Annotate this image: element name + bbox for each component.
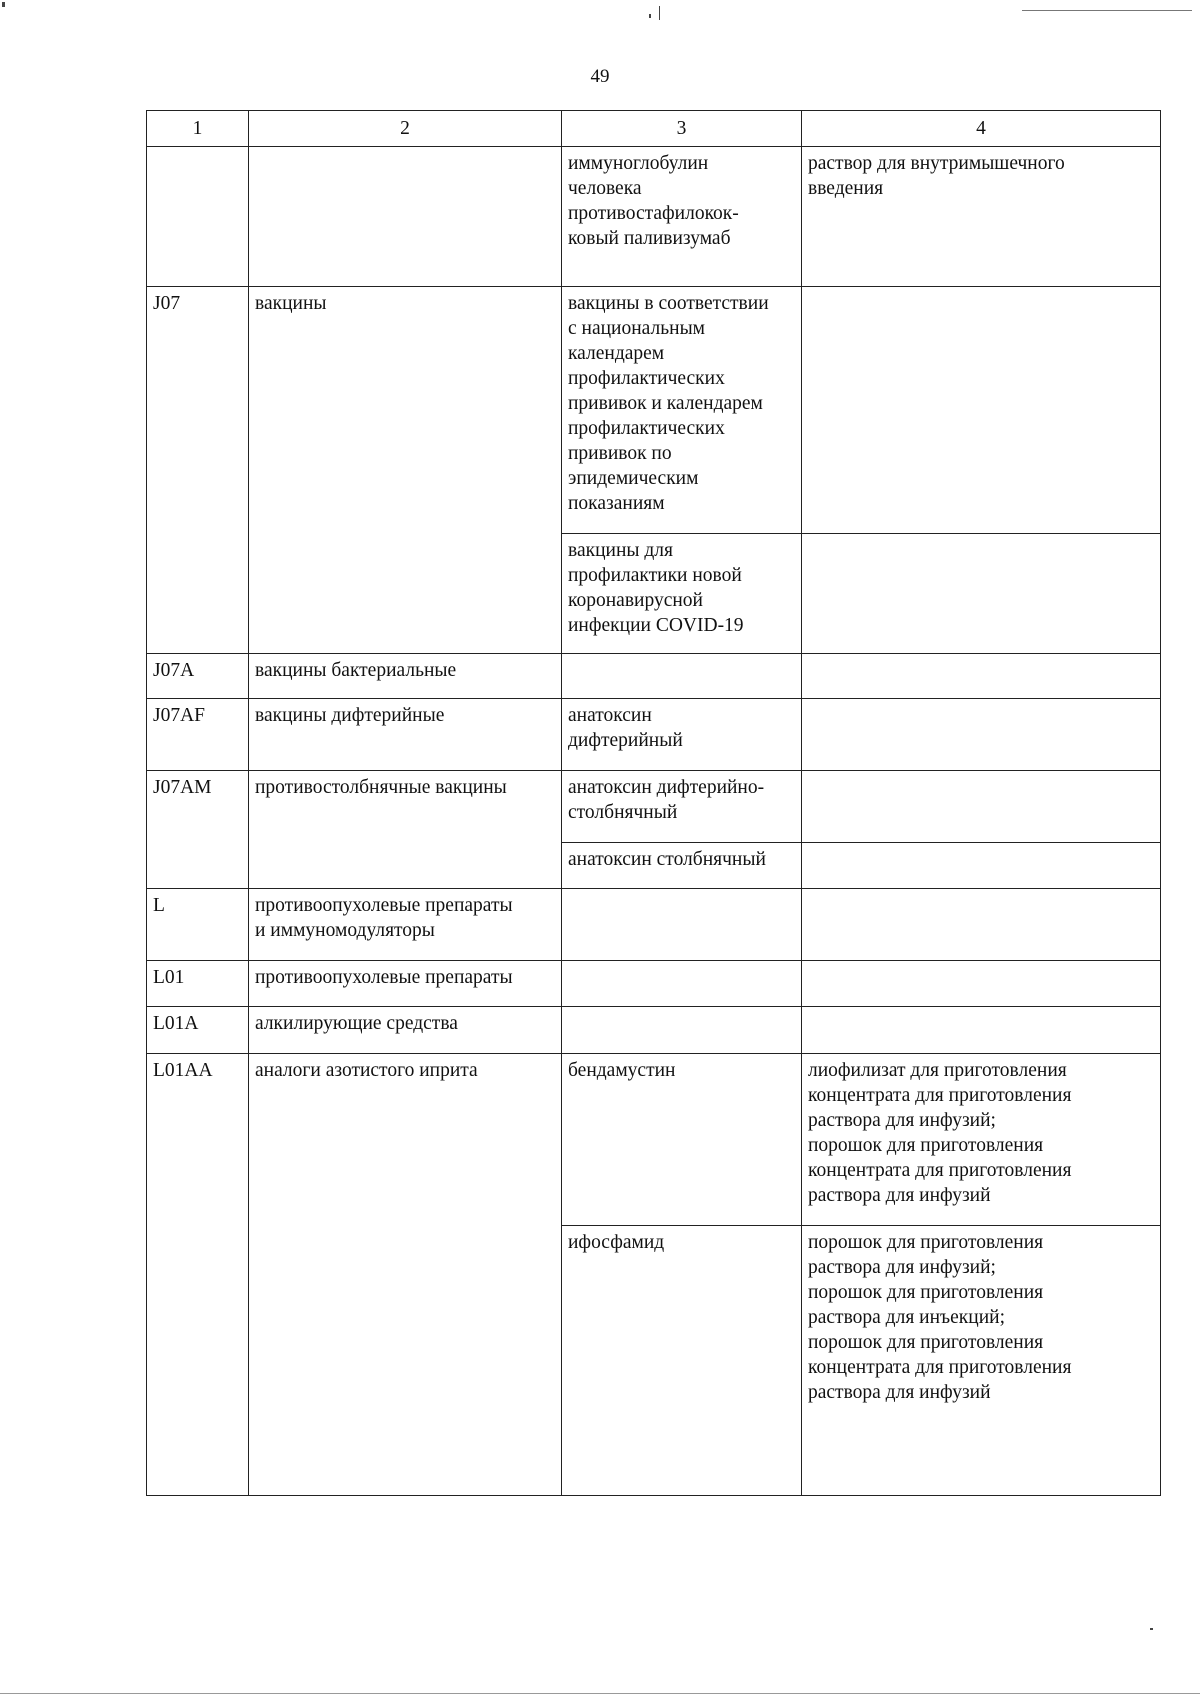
cell-text-line: с национальным: [568, 318, 706, 339]
drug-name-cell: [562, 699, 802, 771]
dosage-form-cell: [802, 287, 1161, 534]
atc-code-cell: J07AF: [147, 699, 249, 771]
cell-text-line: раствора для инфузий;: [808, 1257, 996, 1278]
cell-text-line: лиофилизат для приготовления: [808, 1060, 1067, 1081]
cell-text-line: инфекции COVID-19: [568, 615, 744, 636]
cell-text-line: ковый паливизумаб: [568, 228, 731, 249]
atc-name-cell: [249, 147, 562, 287]
cell-text-line: анатоксин дифтерийно-: [568, 777, 765, 798]
cell-text-line: раствора для инфузий: [808, 1185, 991, 1206]
cell-text-line: алкилирующие средства: [255, 1013, 458, 1034]
atc-code-cell: L01AA: [147, 1054, 249, 1496]
cell-text-line: раствор для внутримышечного: [808, 153, 1065, 174]
cell-text-line: раствора для инфузий: [808, 1382, 991, 1403]
dosage-form-cell: [802, 961, 1161, 1007]
atc-name-cell: [249, 1054, 562, 1496]
drug-name-cell: [562, 771, 802, 843]
cell-text-line: прививок и календарем: [568, 393, 763, 414]
table-row: [147, 699, 1161, 771]
header-col-4: 4: [802, 111, 1161, 147]
drug-name-cell: [562, 1226, 802, 1496]
drug-name-cell: [562, 534, 802, 654]
atc-name-cell: [249, 961, 562, 1007]
dosage-form-cell: [802, 534, 1161, 654]
drug-name-cell: [562, 889, 802, 961]
header-col-1: 1: [147, 111, 249, 147]
cell-text-line: аналоги азотистого иприта: [255, 1060, 478, 1081]
scan-mark: [2, 2, 5, 7]
table-row: [147, 889, 1161, 961]
table-header-row: [147, 111, 1161, 147]
atc-code-cell: J07A: [147, 654, 249, 699]
cell-text-line: концентрата для приготовления: [808, 1160, 1072, 1181]
scan-mark: [1022, 10, 1192, 11]
dosage-form-cell: [802, 699, 1161, 771]
atc-name-cell: [249, 1007, 562, 1054]
atc-code-cell: J07AM: [147, 771, 249, 889]
cell-text-line: ифосфамид: [568, 1232, 665, 1253]
cell-text-line: раствора для инъекций;: [808, 1307, 1005, 1328]
dosage-form-cell: [802, 147, 1161, 287]
atc-name-cell: [249, 771, 562, 889]
cell-text-line: анатоксин столбнячный: [568, 849, 766, 870]
cell-text-line: бендамустин: [568, 1060, 676, 1081]
scan-mark: [1150, 1628, 1153, 1630]
cell-text-line: порошок для приготовления: [808, 1135, 1044, 1156]
atc-code-cell: J07: [147, 287, 249, 654]
drug-name-cell: [562, 1054, 802, 1226]
drug-name-cell: [562, 147, 802, 287]
cell-text-line: профилактики новой: [568, 565, 742, 586]
atc-code-cell: L01A: [147, 1007, 249, 1054]
drug-name-cell: [562, 843, 802, 889]
table-row: [147, 1054, 1161, 1226]
cell-text-line: противостафилокок-: [568, 203, 739, 224]
cell-text-line: противоопухолевые препараты: [255, 895, 513, 916]
cell-text-line: показаниям: [568, 493, 665, 514]
header-col-3: 3: [562, 111, 802, 147]
cell-text-line: календарем: [568, 343, 665, 364]
cell-text-line: вакцины: [255, 293, 327, 314]
cell-text-line: противоопухолевые препараты: [255, 967, 513, 988]
atc-code-cell: L: [147, 889, 249, 961]
table-row: [147, 287, 1161, 534]
dosage-form-cell: [802, 1054, 1161, 1226]
scan-mark: [659, 6, 660, 20]
drug-name-cell: [562, 287, 802, 534]
cell-text-line: введения: [808, 178, 884, 199]
table-row: [147, 961, 1161, 1007]
cell-text-line: человека: [568, 178, 642, 199]
cell-text-line: порошок для приготовления: [808, 1232, 1044, 1253]
cell-text-line: столбнячный: [568, 802, 678, 823]
cell-text-line: вакцины дифтерийные: [255, 705, 445, 726]
cell-text-line: раствора для инфузий;: [808, 1110, 996, 1131]
cell-text-line: иммуноглобулин: [568, 153, 709, 174]
scan-mark: [649, 14, 651, 18]
drug-name-cell: [562, 1007, 802, 1054]
cell-text-line: вакцины бактериальные: [255, 660, 457, 681]
scan-mark: [0, 1693, 1200, 1694]
atc-name-cell: [249, 889, 562, 961]
medicines-table: [146, 110, 1161, 1496]
drug-name-cell: [562, 654, 802, 699]
cell-text-line: дифтерийный: [568, 730, 683, 751]
cell-text-line: вакцины в соответствии: [568, 293, 769, 314]
dosage-form-cell: [802, 771, 1161, 843]
atc-code-cell: [147, 147, 249, 287]
drug-name-cell: [562, 961, 802, 1007]
cell-text-line: концентрата для приготовления: [808, 1085, 1072, 1106]
table-row: [147, 1007, 1161, 1054]
cell-text-line: прививок по: [568, 443, 672, 464]
cell-text-line: эпидемическим: [568, 468, 699, 489]
dosage-form-cell: [802, 1007, 1161, 1054]
dosage-form-cell: [802, 1226, 1161, 1496]
cell-text-line: концентрата для приготовления: [808, 1357, 1072, 1378]
cell-text-line: порошок для приготовления: [808, 1282, 1044, 1303]
atc-name-cell: [249, 287, 562, 654]
cell-text-line: вакцины для: [568, 540, 673, 561]
dosage-form-cell: [802, 889, 1161, 961]
table-row: [147, 771, 1161, 843]
cell-text-line: анатоксин: [568, 705, 652, 726]
atc-name-cell: [249, 654, 562, 699]
dosage-form-cell: [802, 654, 1161, 699]
atc-name-cell: [249, 699, 562, 771]
table-row: [147, 654, 1161, 699]
table-row: [147, 147, 1161, 287]
cell-text-line: профилактических: [568, 418, 725, 439]
atc-code-cell: L01: [147, 961, 249, 1007]
cell-text-line: и иммуномодуляторы: [255, 920, 435, 941]
cell-text-line: противостолбнячные вакцины: [255, 777, 507, 798]
cell-text-line: профилактических: [568, 368, 725, 389]
page-number: 49: [590, 66, 610, 87]
cell-text-line: порошок для приготовления: [808, 1332, 1044, 1353]
cell-text-line: коронавирусной: [568, 590, 703, 611]
dosage-form-cell: [802, 843, 1161, 889]
header-col-2: 2: [249, 111, 562, 147]
